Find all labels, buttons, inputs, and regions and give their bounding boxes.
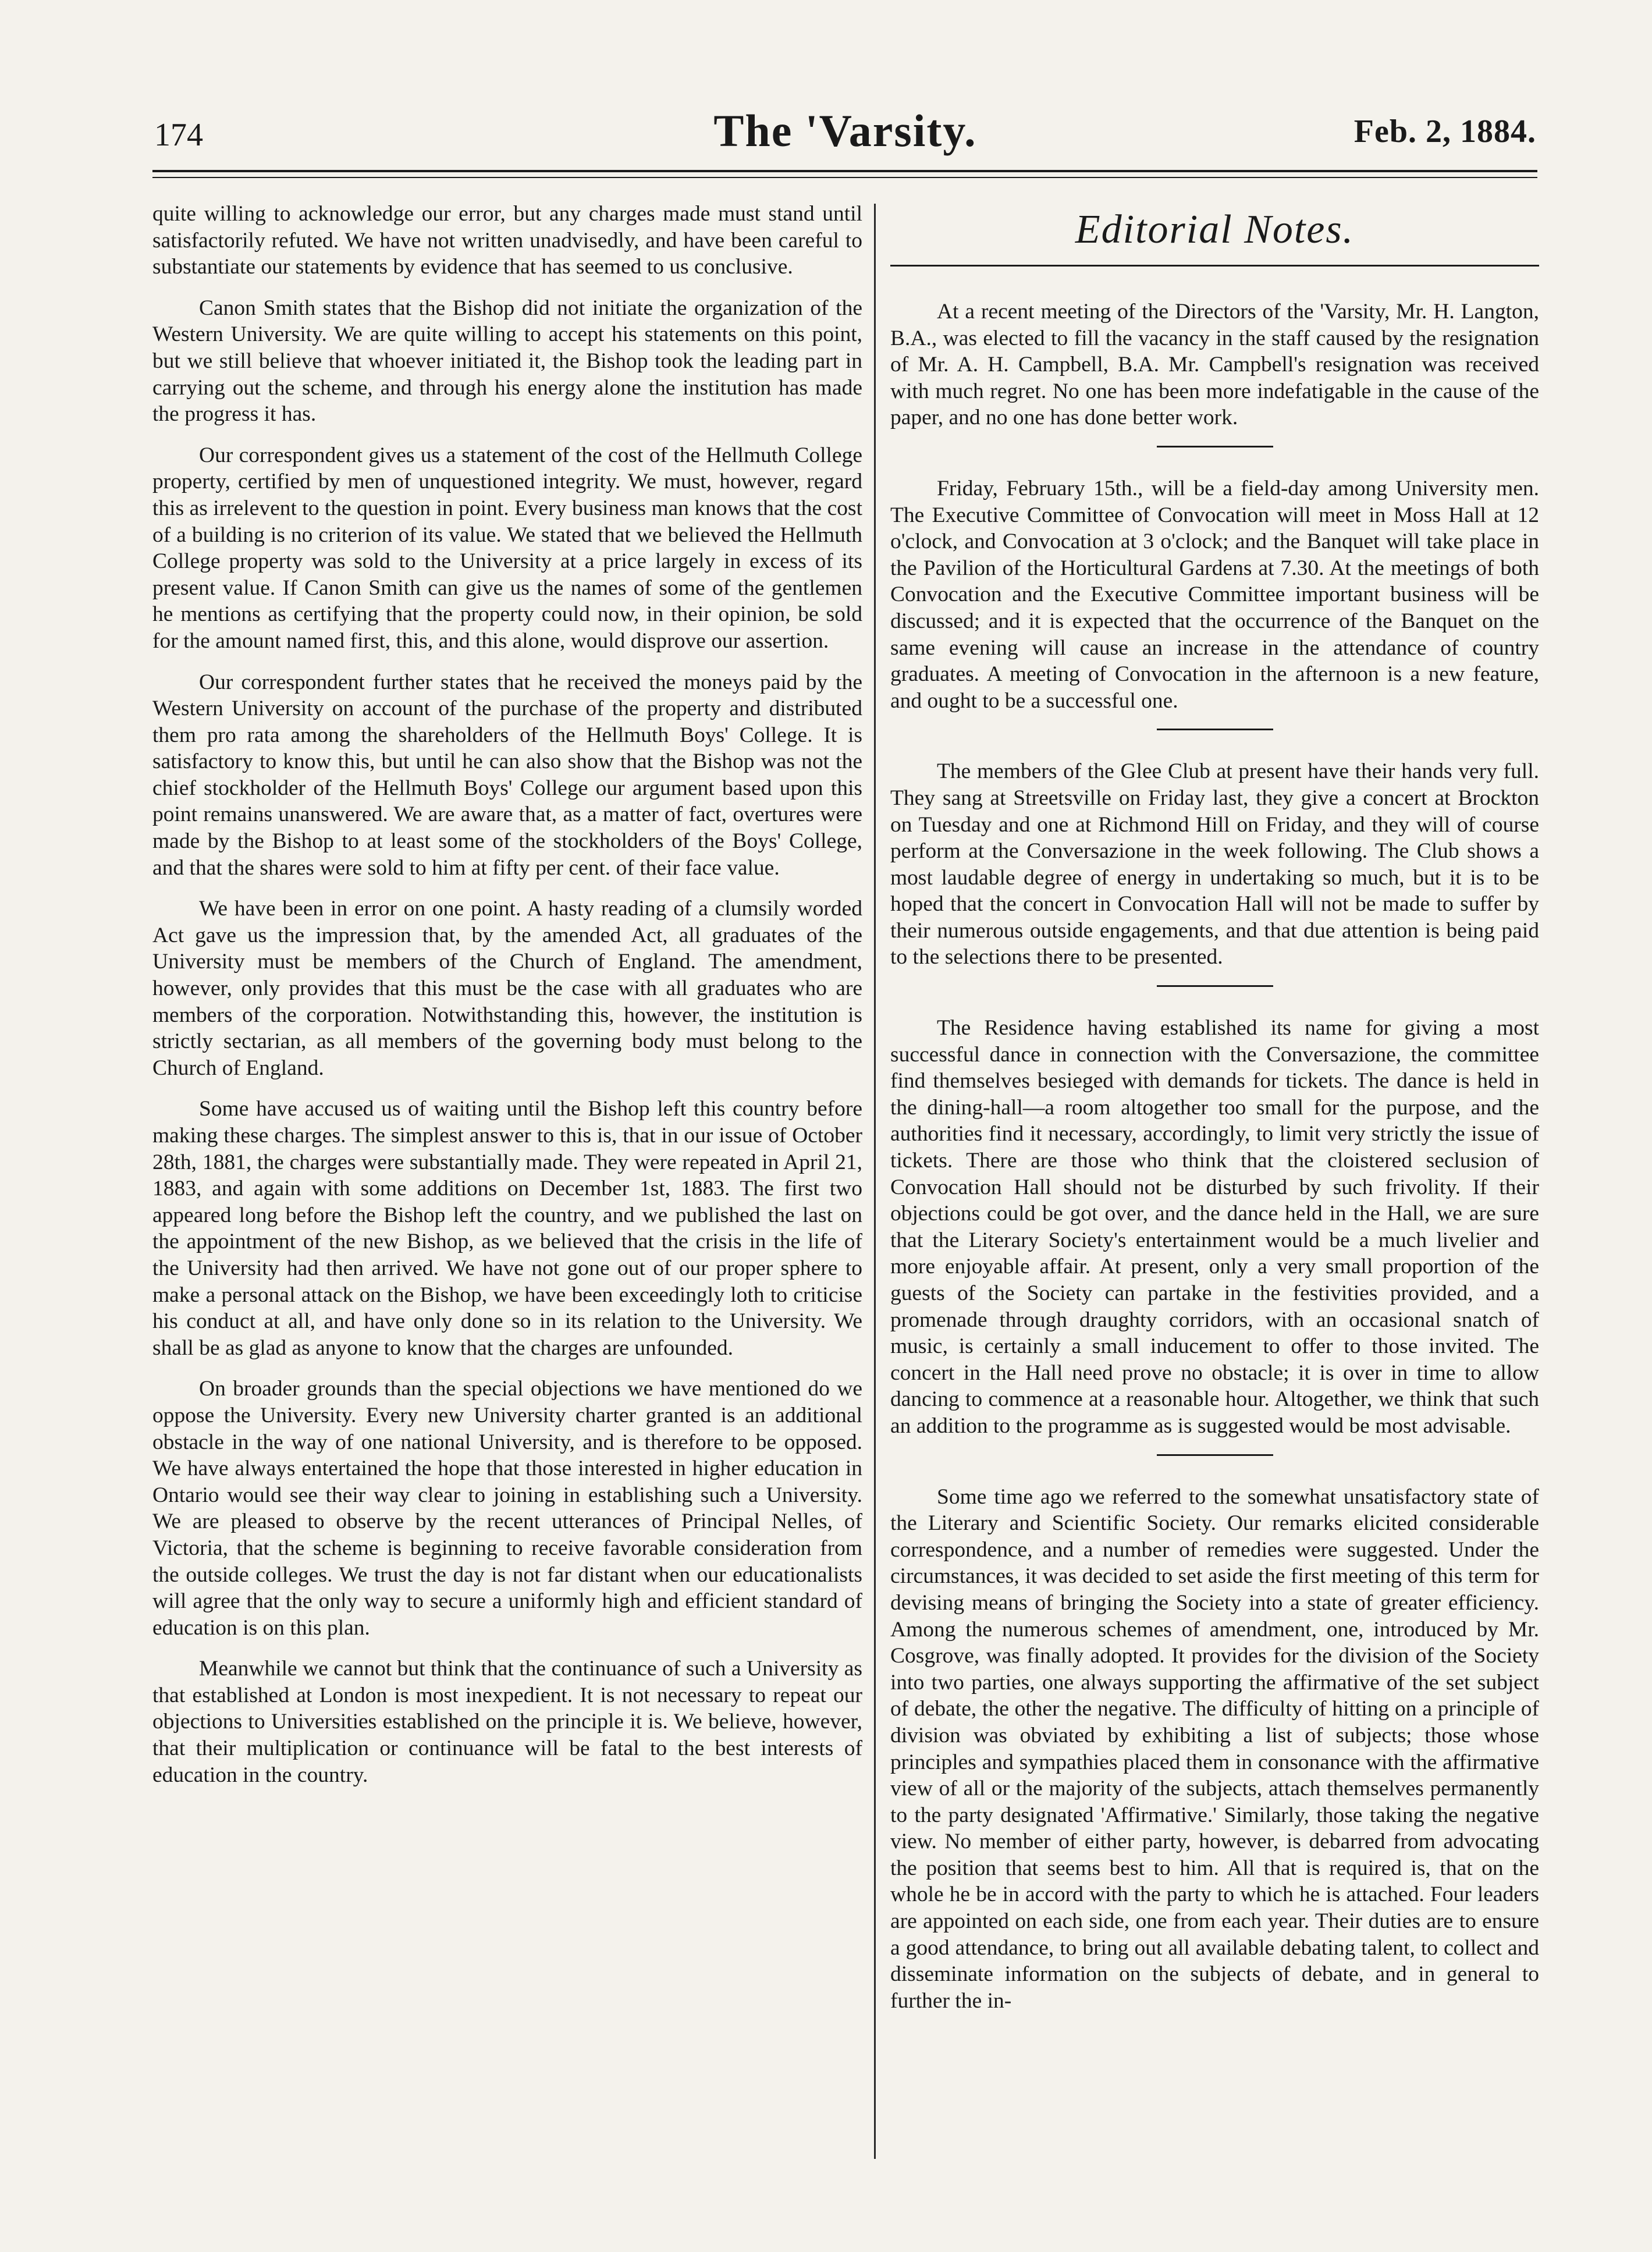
article-paragraph: Meanwhile we cannot but think that the continuance of such a University as that established at London is most inexpedient. It is not necessary to repeat our objections to Universities established on the principle it is. We believe, however, that their multiplication or continuance will be fatal to the best interests of education in the country. — [152, 1657, 862, 1787]
note-separator — [1157, 985, 1273, 987]
article-paragraph: Canon Smith states that the Bishop did not initiate the organization of the Western University. We are quite willing to accept his statements on this point, but we still believe that whoever initiated it, the Bishop took the leading part in carrying out the scheme, and through his energy alone the institution has made the progress it has. — [152, 296, 862, 427]
article-paragraph: Some have accused us of waiting until the Bishop left this country before making these charges. The simplest answer to this is, that in our issue of October 28th, 1881, the charges were substantially made. They were repeated in April 21, 1883, and again with some additions on December 1st, 1883. The first two appeared long before the Bishop left the country, and we published the last on the appointment of the new Bishop, as we believed that the crisis in the life of the University had then arrived. We have not gone out of our proper sphere to make a personal attack on the Bishop, we have been exceedingly loth to criticise his conduct at all, and have only done so in its relation to the University. We shall be as glad as anyone to know that the charges are unfounded. — [152, 1097, 862, 1360]
editorial-note: At a recent meeting of the Directors of the 'Varsity, Mr. H. Langton, B.A., was elected to fill the vacancy in the staff caused by the resignation of Mr. A. H. Campbell, B.A. Mr. Campbell's resignation was received with much regret. No one has been more indefatigable in the cause of the paper, and no one has done better work. — [890, 300, 1539, 430]
article-paragraph: Our correspondent further states that he received the moneys paid by the Western University on account of the purchase of the property and distributed them pro rata among the shareholders of the Hellmuth Boys' College. It is satisfactory to know this, but until he can also show that the Bishop was not the chief stockholder of the Hellmuth Boys' College our argument based upon this point remains unanswered. We are aware that, as a matter of fact, overtures were made by the Bishop to at least some of the stockholders of the Boys' College, and that the shares were sold to him at fifty per cent. of their face value. — [152, 670, 862, 880]
column-divider — [874, 204, 876, 2159]
header-rule — [152, 170, 1537, 172]
right-column — [890, 201, 1539, 2029]
masthead — [154, 105, 1536, 157]
note-separator — [1157, 729, 1273, 730]
left-column — [152, 201, 862, 1803]
note-separator — [1157, 446, 1273, 447]
editorial-note: The Residence having established its name for giving a most successful dance in connection with the Conversazione, the committee find themselves besieged with demands for tickets. The dance is held in the dining-hall—a room altogether too small for the purpose, and the authorities find it necessary, accordingly, to limit very strictly the issue of tickets. There are those who think that the cloistered seclusion of Convocation Hall should not be disturbed by such frivolity. If their objections could be got over, and the dance held in the Hall, we are sure that the Literary Society's entertainment would be a much livelier and more enjoyable affair. At present, only a very small proportion of the guests of the Society can partake in the festivities provided, and a promenade through draughty corridors, with an occasional snatch of music, is certainly a small inducement to offer to those invited. The concert in the Hall need prove no obstacle; it is over in time to allow dancing to commence at a reasonable hour. Altogether, we think that such an addition to the programme as is suggested would be most advisable. — [890, 1016, 1539, 1438]
heading-rule — [890, 265, 1539, 267]
article-paragraph: quite willing to acknowledge our error, but any charges made must stand until satisfactorily refuted. We have not written unadvisedly, and have been careful to substantiate our statements by evidence that has seemed to us conclusive. — [152, 202, 862, 279]
newspaper-title: The 'Varsity. — [713, 105, 977, 156]
header-rule-thin — [152, 177, 1537, 178]
section-heading: Editorial Notes. — [1075, 207, 1355, 252]
note-separator — [1157, 1454, 1273, 1456]
issue-date: Feb. 2, 1884. — [1353, 113, 1536, 150]
editorial-note: Some time ago we referred to the somewhat unsatisfactory state of the Literary and Scientific Society. Our remarks elicited considerable correspondence, and a number of remedies were suggested. Under the circumstances, it was decided to set aside the first meeting of this term for devising means of bringing the Society into a state of greater efficiency. Among the numerous schemes of amendment, one, introduced by Mr. Cosgrove, was finally adopted. It provides for the division of the Society into two parties, one always supporting the affirmative of the set subject of debate, the other the negative. The difficulty of hitting on a principle of division was obviated by exhibiting a list of subjects; those whose principles and sympathies placed them in consonance with the affirmative view of all or the majority of the subjects, attach themselves permanently to the party designated 'Affirmative.' Similarly, those taking the negative view. No member of either party, however, is debarred from advocating the position that seems best to him. All that is required is, that on the whole he be in accord with the party to which he is attached. Four leaders are appointed on each side, one from each year. Their duties are to ensure a good attendance, to bring out all available debating talent, to collect and disseminate information on the subjects of debate, and in general to further the in- — [890, 1484, 1539, 2013]
article-paragraph: We have been in error on one point. A hasty reading of a clumsily worded Act gave us the impression that, by the amended Act, all graduates of the University must be members of the Church of England. The amendment, however, only provides that this must be the case with all graduates who are members of the corporation. Notwithstanding this, however, the institution is strictly sectarian, as all members of the governing body must belong to the Church of England. — [152, 897, 862, 1080]
editorial-note: Friday, February 15th., will be a field-day among University men. The Executive Committee of Convocation will meet in Moss Hall at 12 o'clock, and Convocation at 3 o'clock; and the Banquet will take place in the Pavilion of the Horticultural Gardens at 7.30. At the meetings of both Convocation and the Executive Committee important business will be discussed; and it is expected that the occurrence of the Banquet on the same evening will cause an increase in the attendance of country graduates. A meeting of Convocation in the afternoon is a new feature, and ought to be a successful one. — [890, 476, 1539, 713]
article-paragraph: Our correspondent gives us a statement of the cost of the Hellmuth College property, certified by men of unquestioned integrity. We must, however, regard this as irrelevent to the question in point. Every business man knows that the cost of a building is no criterion of its value. We stated that we believed the Hellmuth College property was sold to the University at a price largely in excess of its present value. If Canon Smith can give us the names of some of the gentlemen he mentions as certifying that the property could now, in their opinion, be sold for the amount named first, this, and this alone, would disprove our assertion. — [152, 443, 862, 653]
page-number: 174 — [154, 117, 203, 153]
editorial-note: The members of the Glee Club at present have their hands very full. They sang at Streetsville on Friday last, they give a concert at Brockton on Tuesday and one at Richmond Hill on Friday, and they will of course perform at the Conversazione in the week following. The Club shows a most laudable degree of energy in undertaking so much, but it is to be hoped that the concert in Convocation Hall will not be made to suffer by their numerous outside engagements, and that due attention is being paid to the selections there to be presented. — [890, 759, 1539, 969]
article-paragraph: On broader grounds than the special objections we have mentioned do we oppose the University. Every new University charter granted is an additional obstacle in the way of one national University, and is therefore to be opposed. We have always entertained the hope that those interested in higher education in Ontario would see their way clear to joining in establishing such a University. We are pleased to observe by the recent utterances of Principal Nelles, of Victoria, that the scheme is beginning to receive favorable consideration from the outside colleges. We trust the day is not far distant when our educationalists will agree that the only way to secure a uniformly high and efficient standard of education is on this plan. — [152, 1377, 862, 1640]
